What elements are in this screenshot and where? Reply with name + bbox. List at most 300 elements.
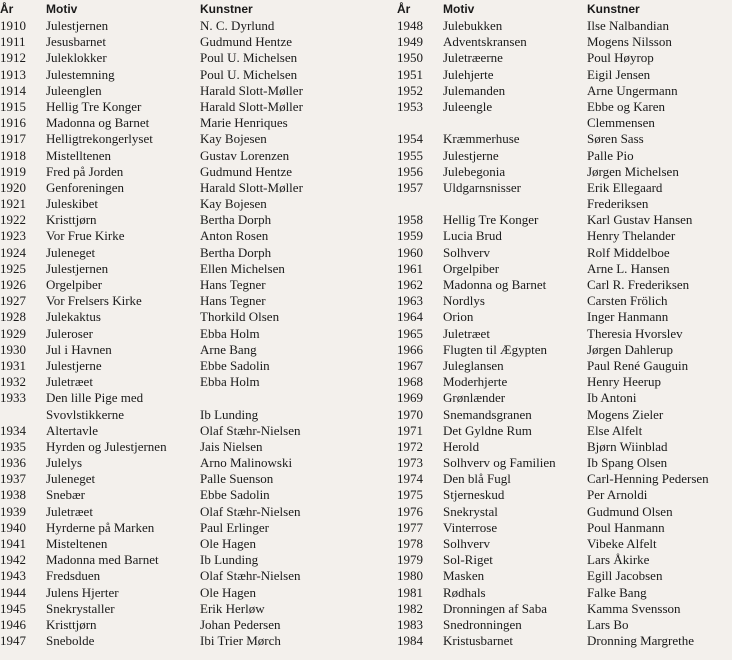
artist-cell: Poul Hanmann: [587, 519, 665, 535]
artist-cell: Ebbe Sadolin: [200, 357, 270, 373]
year-cell: 1958: [397, 212, 423, 228]
artist-cell: Frederiksen: [587, 196, 649, 212]
table-row: [397, 390, 732, 406]
artist-cell: Vibeke Alfelt: [587, 536, 657, 551]
year-cell: 1937: [0, 471, 26, 487]
table-row: [0, 50, 370, 66]
artist-cell: Erik Ellegaard: [587, 179, 663, 195]
table-row: [397, 50, 732, 66]
table-row: [397, 309, 732, 325]
motif-cell: Helligtrekongerlyset: [46, 131, 153, 147]
motif-cell: Den lille Pige med: [46, 390, 144, 406]
motif-cell: Dronningen af Saba: [443, 600, 547, 616]
artist-cell: Rolf Middelboe: [587, 244, 670, 260]
table-row: [0, 390, 370, 406]
motif-cell: Kristtjørn: [46, 616, 97, 632]
table-row: [0, 164, 370, 180]
artist-cell: Palle Suenson: [200, 471, 274, 487]
table-row: [0, 552, 370, 568]
motif-cell: Hellig Tre Konger: [46, 98, 142, 114]
motif-cell: Juletræet: [443, 325, 490, 341]
table-row: [0, 196, 370, 212]
table-row: [397, 228, 732, 244]
motif-cell: Hyrderne på Marken: [46, 519, 155, 535]
artist-cell: Johan Pedersen: [200, 616, 281, 632]
year-cell: 1969: [397, 390, 423, 406]
motif-cell: Rødhals: [443, 584, 486, 600]
motif-cell: Vinterrose: [443, 519, 498, 535]
motif-cell: Stjerneskud: [443, 487, 505, 503]
year-cell: 1947: [0, 633, 26, 649]
year-cell: 1917: [0, 131, 26, 147]
year-cell: 1984: [397, 633, 423, 649]
table-row: [397, 180, 732, 196]
year-cell: 1914: [0, 82, 26, 98]
artist-cell: Bjørn Wiinblad: [587, 438, 668, 454]
artist-cell: Per Arnoldi: [587, 487, 648, 503]
year-cell: 1970: [397, 406, 423, 422]
table-row: [0, 18, 370, 34]
table-row: [397, 83, 732, 99]
year-cell: 1922: [0, 212, 26, 228]
year-cell: 1931: [0, 357, 26, 373]
year-cell: 1949: [397, 34, 423, 50]
motif-cell: Julekaktus: [46, 309, 101, 325]
motif-cell: Snebær: [46, 487, 85, 503]
artist-cell: Mogens Nilsson: [587, 34, 672, 50]
motif-cell: Julestjernen: [46, 18, 109, 33]
artist-cell: Inger Hanmann: [587, 309, 669, 325]
motif-cell: Snekrystaller: [46, 600, 115, 616]
motif-cell: Grønlænder: [443, 390, 506, 406]
year-cell: 1979: [397, 552, 423, 568]
year-cell: 1972: [397, 438, 423, 454]
header-year: År: [397, 2, 411, 16]
table-row: [397, 342, 732, 358]
motif-cell: Julemanden: [443, 82, 506, 98]
year-cell: 1911: [0, 34, 26, 50]
artist-cell: Theresia Hvorslev: [587, 325, 683, 341]
artist-cell: Gustav Lorenzen: [200, 147, 290, 163]
table-row: [0, 99, 370, 115]
year-cell: 1978: [397, 536, 423, 551]
motif-cell: Sol-Riget: [443, 552, 493, 568]
motif-cell: Masken: [443, 568, 485, 584]
motif-cell: Vor Frue Kirke: [46, 228, 125, 244]
artist-cell: Carsten Frölich: [587, 293, 668, 309]
header-artist: Kunstner: [587, 2, 640, 16]
motif-cell: Kristtjørn: [46, 212, 97, 228]
year-cell: 1946: [0, 616, 26, 632]
table-row: [0, 617, 370, 633]
motif-cell: Snebolde: [46, 633, 95, 649]
artist-cell: Palle Pio: [587, 147, 634, 163]
motif-cell: Herold: [443, 438, 480, 454]
year-cell: 1927: [0, 293, 26, 309]
motif-cell: Kristusbarnet: [443, 633, 514, 649]
motif-cell: Madonna og Barnet: [46, 115, 150, 131]
year-cell: 1977: [397, 519, 423, 535]
artist-cell: Egill Jacobsen: [587, 568, 663, 584]
year-cell: 1959: [397, 228, 423, 244]
table-row: [0, 293, 370, 309]
table-row: [397, 164, 732, 180]
table-row: [397, 487, 732, 503]
table-row: [397, 407, 732, 423]
year-cell: 1926: [0, 277, 26, 292]
table-row: [0, 67, 370, 83]
table-row: [0, 261, 370, 277]
year-cell: 1945: [0, 600, 26, 616]
motif-cell: Adventskransen: [443, 34, 527, 50]
motif-cell: Julebegonia: [443, 163, 506, 179]
motif-cell: Kræmmerhuse: [443, 131, 520, 147]
artist-cell: Ellen Michelsen: [200, 260, 285, 276]
artist-cell: Paul Erlinger: [200, 519, 269, 535]
table-row: [0, 34, 370, 50]
year-cell: 1967: [397, 357, 423, 373]
year-cell: 1973: [397, 455, 423, 471]
year-cell: 1940: [0, 519, 26, 535]
motif-cell: Svovlstikkerne: [46, 406, 124, 422]
table-row: [397, 277, 732, 293]
artist-cell: Ole Hagen: [200, 584, 256, 600]
artist-cell: Marie Henriques: [200, 115, 288, 131]
motif-cell: Det Gyldne Rum: [443, 422, 532, 438]
motif-cell: Flugten til Ægypten: [443, 341, 547, 357]
artist-cell: Ibi Trier Mørch: [200, 633, 281, 649]
motif-cell: Lucia Brud: [443, 228, 502, 244]
table-row: [397, 212, 732, 228]
table-header-right: [397, 0, 732, 18]
year-cell: 1935: [0, 438, 26, 454]
table-row: [0, 601, 370, 617]
motif-cell: Julestjerne: [443, 147, 499, 163]
year-cell: 1932: [0, 374, 26, 390]
left-column-block: [0, 0, 370, 649]
table-row: [397, 67, 732, 83]
year-cell: 1951: [397, 66, 423, 82]
artist-cell: Søren Sass: [587, 131, 644, 147]
year-cell: 1938: [0, 487, 26, 503]
header-motif: Motiv: [443, 2, 475, 16]
year-cell: 1954: [397, 131, 423, 147]
table-row: [397, 423, 732, 439]
year-cell: 1930: [0, 341, 26, 357]
year-cell: 1981: [397, 584, 423, 600]
year-cell: 1948: [397, 18, 423, 33]
motif-cell: Uldgarnsnisser: [443, 179, 521, 195]
motif-cell: Orgelpiber: [443, 260, 500, 276]
table-row: [397, 536, 732, 552]
header-year: År: [0, 2, 14, 16]
table-row: [0, 536, 370, 552]
motif-cell: Juleroser: [46, 325, 93, 341]
motif-cell: Juletræet: [46, 503, 93, 519]
table-row: [0, 423, 370, 439]
artist-cell: Mogens Zieler: [587, 406, 664, 422]
year-cell: 1976: [397, 503, 423, 519]
table-row: [397, 34, 732, 50]
table-row: [0, 326, 370, 342]
artist-cell: Olaf Stæhr-Nielsen: [200, 422, 301, 438]
motif-cell: Julestjerne: [46, 357, 102, 373]
motif-cell: Juleskibet: [46, 196, 98, 212]
table-row: [397, 131, 732, 147]
artist-cell: Thorkild Olsen: [200, 309, 280, 325]
motif-cell: Solhverv: [443, 244, 490, 260]
table-row: [397, 552, 732, 568]
artist-cell: Ib Antoni: [587, 390, 637, 406]
year-cell: 1960: [397, 244, 423, 260]
table-row: [397, 293, 732, 309]
artist-cell: Jørgen Dahlerup: [587, 341, 674, 357]
artist-cell: Ib Lunding: [200, 552, 259, 568]
artist-cell: Poul U. Michelsen: [200, 66, 298, 82]
year-cell: 1941: [0, 536, 26, 551]
year-cell: 1950: [397, 50, 423, 66]
table-row: [0, 439, 370, 455]
year-cell: 1920: [0, 179, 26, 195]
artist-cell: Bertha Dorph: [200, 212, 272, 228]
motif-cell: Juleengle: [443, 98, 493, 114]
artist-cell: Kay Bojesen: [200, 196, 267, 212]
table-row: [0, 180, 370, 196]
artist-cell: Poul U. Michelsen: [200, 50, 298, 66]
table-row: [397, 439, 732, 455]
motif-cell: Hyrden og Julestjernen: [46, 438, 167, 454]
artist-cell: Gudmund Hentze: [200, 34, 293, 50]
table-row: [0, 374, 370, 390]
artist-cell: Harald Slott-Møller: [200, 82, 303, 98]
year-cell: 1933: [0, 390, 26, 406]
motif-cell: Juleneget: [46, 244, 96, 260]
artist-cell: Paul René Gauguin: [587, 357, 689, 373]
artist-cell: Ebba Holm: [200, 374, 260, 390]
year-cell: 1916: [0, 115, 26, 131]
table-row: [0, 83, 370, 99]
table-row: [0, 504, 370, 520]
table-row: [397, 358, 732, 374]
year-cell: 1980: [397, 568, 423, 584]
year-cell: 1910: [0, 18, 26, 33]
table-row: [397, 261, 732, 277]
year-cell: 1975: [397, 487, 423, 503]
motif-cell: Julelys: [46, 455, 83, 471]
year-cell: 1952: [397, 82, 423, 98]
artist-cell: Arne Ungermann: [587, 82, 678, 98]
table-header-left: [0, 0, 370, 18]
motif-cell: Julestjernen: [46, 260, 109, 276]
artist-cell: Arne L. Hansen: [587, 260, 670, 276]
artist-cell: Ib Lunding: [200, 406, 259, 422]
year-cell: 1921: [0, 196, 26, 212]
table-row: [397, 617, 732, 633]
table-row: [0, 633, 370, 649]
motif-cell: Den blå Fugl: [443, 471, 511, 487]
table-row: [397, 601, 732, 617]
artist-cell: Clemmensen: [587, 115, 655, 131]
artist-cell: Ilse Nalbandian: [587, 18, 669, 33]
motif-cell: Juletræerne: [443, 50, 503, 66]
motif-cell: Orgelpiber: [46, 277, 103, 292]
year-cell: 1956: [397, 163, 423, 179]
artist-cell: Carl-Henning Pedersen: [587, 471, 709, 487]
artist-cell: Olaf Stæhr-Nielsen: [200, 503, 301, 519]
artist-cell: Gudmund Olsen: [587, 503, 673, 519]
artist-cell: Erik Herløw: [200, 600, 265, 616]
year-cell: 1919: [0, 163, 26, 179]
year-cell: 1923: [0, 228, 26, 244]
table-row: [0, 342, 370, 358]
table-row: [397, 245, 732, 261]
table-row: [0, 407, 370, 423]
motif-cell: Snemandsgranen: [443, 406, 532, 422]
table-row: [397, 471, 732, 487]
year-cell: 1928: [0, 309, 26, 325]
table-row: [397, 568, 732, 584]
header-motif: Motiv: [46, 2, 78, 16]
year-cell: 1953: [397, 98, 423, 114]
table-row: [397, 326, 732, 342]
table-row: [0, 455, 370, 471]
year-cell: 1963: [397, 293, 423, 309]
table-row: [0, 277, 370, 293]
motif-cell: Solhverv: [443, 536, 490, 551]
table-row: [0, 245, 370, 261]
year-cell: 1965: [397, 325, 423, 341]
artist-cell: Poul Høyrop: [587, 50, 654, 66]
motif-cell: Juleklokker: [46, 50, 107, 66]
right-column-block: [397, 0, 732, 649]
year-cell: 1983: [397, 616, 423, 632]
table-row: [0, 115, 370, 131]
motif-cell: Juletræet: [46, 374, 93, 390]
table-row: [397, 148, 732, 164]
table-row: [0, 520, 370, 536]
year-cell: 1955: [397, 147, 423, 163]
year-cell: 1964: [397, 309, 423, 325]
table-row: [397, 99, 732, 115]
year-cell: 1915: [0, 98, 26, 114]
motif-cell: Julestemning: [46, 66, 115, 82]
artist-cell: Ebbe og Karen: [587, 98, 665, 114]
table-row: [397, 504, 732, 520]
table-row: [0, 568, 370, 584]
artist-cell: Carl R. Frederiksen: [587, 277, 690, 292]
artist-cell: Anton Rosen: [200, 228, 269, 244]
artist-cell: Ole Hagen: [200, 536, 256, 551]
table-row: [0, 212, 370, 228]
table-row: [397, 520, 732, 536]
year-cell: 1961: [397, 260, 423, 276]
motif-cell: Misteltenen: [46, 536, 108, 551]
artist-cell: Eigil Jensen: [587, 66, 651, 82]
motif-cell: Hellig Tre Konger: [443, 212, 539, 228]
table-row: [0, 309, 370, 325]
motif-cell: Orion: [443, 309, 474, 325]
artist-cell: Kamma Svensson: [587, 600, 681, 616]
motif-cell: Moderhjerte: [443, 374, 508, 390]
year-cell: 1957: [397, 179, 423, 195]
motif-cell: Jul i Havnen: [46, 341, 112, 357]
year-cell: 1944: [0, 584, 26, 600]
year-cell: 1966: [397, 341, 423, 357]
artist-cell: Henry Heerup: [587, 374, 661, 390]
motif-cell: Mistelltenen: [46, 147, 111, 163]
table-row: [397, 196, 732, 212]
artist-cell: Jais Nielsen: [200, 438, 263, 454]
year-cell: 1918: [0, 147, 26, 163]
motif-cell: Juleglansen: [443, 357, 504, 373]
artist-cell: Bertha Dorph: [200, 244, 272, 260]
table-row: [397, 18, 732, 34]
year-cell: 1974: [397, 471, 423, 487]
artist-cell: Gudmund Hentze: [200, 163, 293, 179]
year-cell: 1982: [397, 600, 423, 616]
year-cell: 1924: [0, 244, 26, 260]
motif-cell: Julebukken: [443, 18, 503, 33]
artist-cell: Olaf Stæhr-Nielsen: [200, 568, 301, 584]
artist-cell: Jørgen Michelsen: [587, 163, 679, 179]
year-cell: 1929: [0, 325, 26, 341]
artist-cell: Karl Gustav Hansen: [587, 212, 693, 228]
year-cell: 1912: [0, 50, 26, 66]
motif-cell: Juleenglen: [46, 82, 102, 98]
table-row: [0, 585, 370, 601]
year-cell: 1968: [397, 374, 423, 390]
year-cell: 1934: [0, 422, 26, 438]
artist-cell: Lars Bo: [587, 616, 629, 632]
motif-cell: Snekrystal: [443, 503, 498, 519]
table-row: [397, 115, 732, 131]
year-cell: 1939: [0, 503, 26, 519]
motif-cell: Vor Frelsers Kirke: [46, 293, 142, 309]
artist-cell: Arno Malinowski: [200, 455, 293, 471]
motif-cell: Altertavle: [46, 422, 98, 438]
artist-cell: Ebbe Sadolin: [200, 487, 270, 503]
motif-cell: Julehjerte: [443, 66, 494, 82]
year-cell: 1936: [0, 455, 26, 471]
motif-cell: Jesusbarnet: [46, 34, 106, 50]
year-cell: 1971: [397, 422, 423, 438]
motif-cell: Solhverv og Familien: [443, 455, 556, 471]
motif-cell: Julens Hjerter: [46, 584, 119, 600]
table-row: [397, 585, 732, 601]
motif-cell: Genforeningen: [46, 179, 124, 195]
motif-cell: Fredsduen: [46, 568, 101, 584]
motif-cell: Fred på Jorden: [46, 163, 124, 179]
motif-cell: Nordlys: [443, 293, 485, 309]
table-row: [397, 455, 732, 471]
year-cell: 1913: [0, 66, 26, 82]
table-row: [397, 374, 732, 390]
table-row: [0, 487, 370, 503]
artist-cell: Falke Bang: [587, 584, 647, 600]
year-cell: 1962: [397, 277, 423, 292]
artist-cell: Hans Tegner: [200, 293, 266, 309]
motif-cell: Madonna med Barnet: [46, 552, 159, 568]
artist-cell: N. C. Dyrlund: [200, 18, 275, 33]
header-artist: Kunstner: [200, 2, 253, 16]
table-row: [0, 131, 370, 147]
artist-cell: Harald Slott-Møller: [200, 98, 303, 114]
year-cell: 1942: [0, 552, 26, 568]
motif-cell: Madonna og Barnet: [443, 277, 547, 292]
table-row: [0, 358, 370, 374]
table-row: [0, 471, 370, 487]
artist-cell: Lars Åkirke: [587, 552, 650, 568]
